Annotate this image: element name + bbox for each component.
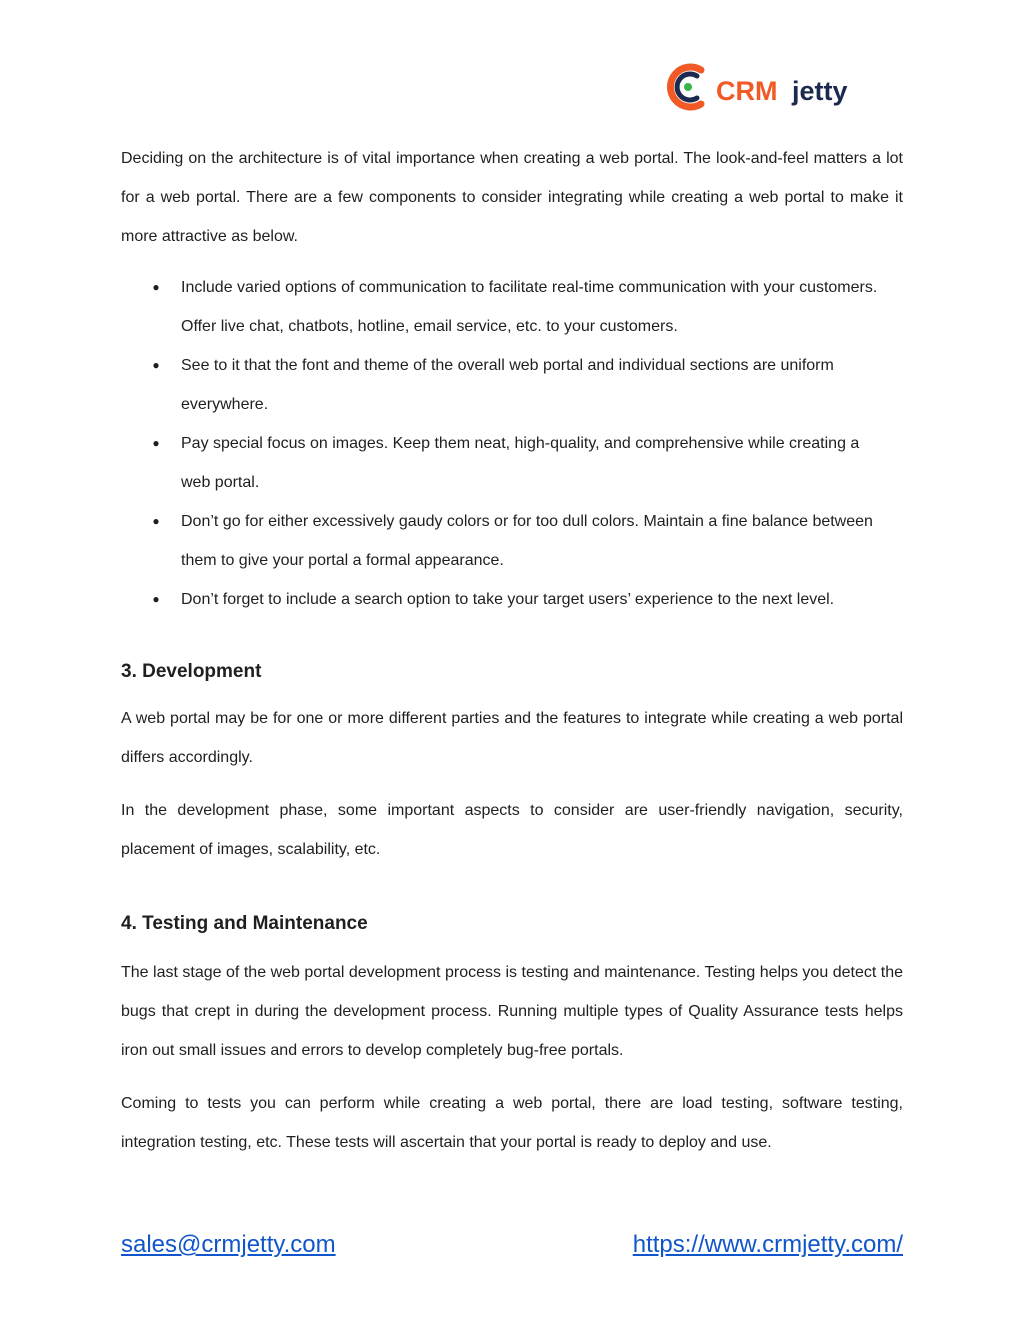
list-item	[152, 346, 903, 424]
development-heading: 3. Development	[121, 661, 262, 682]
intro-paragraph: Deciding on the architecture is of vital importance when creating a web portal. The look-and-feel matters a lot for a web portal. There are a few components to consider integrating while creating a web portal to make it more attractive as below.	[121, 150, 903, 245]
sales-email-link[interactable]: sales@crmjetty.com	[121, 1231, 336, 1258]
list-item-text: See to it that the font and theme of the overall web portal and individual sections are uniform everywhere.	[181, 357, 834, 413]
development-paragraph: A web portal may be for one or more different parties and the features to integrate while creating a web portal differs accordingly.	[121, 710, 903, 766]
list-item	[152, 502, 903, 580]
document-body	[121, 139, 903, 1162]
bullet-icon: ●	[152, 592, 160, 606]
page-footer	[121, 1228, 903, 1264]
design-tips-list	[121, 268, 903, 619]
list-item-text: Pay special focus on images. Keep them neat, high-quality, and comprehensive while creating a web portal.	[181, 435, 860, 491]
list-item	[152, 268, 903, 346]
website-link[interactable]: https://www.crmjetty.com/	[632, 1231, 903, 1258]
bullet-icon: ●	[152, 358, 160, 372]
list-item	[152, 424, 903, 502]
bullet-icon: ●	[152, 514, 160, 528]
list-item-text: Don’t go for either excessively gaudy colors or for too dull colors. Maintain a fine balance between them to give your portal a formal appearance.	[181, 513, 873, 569]
testing-paragraph: Coming to tests you can perform while creating a web portal, there are load testing, software testing, integration testing, etc. These tests will ascertain that your portal is ready to deploy and use.	[121, 1095, 903, 1151]
testing-paragraph: The last stage of the web portal development process is testing and maintenance. Testing helps you detect the bugs that crept in during the development process. Running multiple types of Quality Assurance tests helps iron out small issues and errors to develop completely bug-free portals.	[121, 964, 903, 1059]
crmjetty-logo-mark	[664, 60, 874, 116]
logo-crm-text: CRM	[716, 76, 778, 106]
list-item-text: Include varied options of communication to facilitate real-time communication with your customers. Offer live chat, chatbots, hotline, email service, etc. to your customers.	[181, 279, 878, 335]
crmjetty-logo	[664, 60, 874, 116]
bullet-icon: ●	[152, 280, 160, 294]
list-item	[152, 580, 903, 619]
list-item-text: Don’t forget to include a search option to take your target users’ experience to the next level.	[181, 591, 835, 608]
logo-jetty-text: jetty	[792, 76, 848, 106]
development-paragraph: In the development phase, some important aspects to consider are user-friendly navigation, security, placement of images, scalability, etc.	[121, 802, 903, 858]
bullet-icon: ●	[152, 436, 160, 450]
testing-heading: 4. Testing and Maintenance	[121, 913, 368, 934]
